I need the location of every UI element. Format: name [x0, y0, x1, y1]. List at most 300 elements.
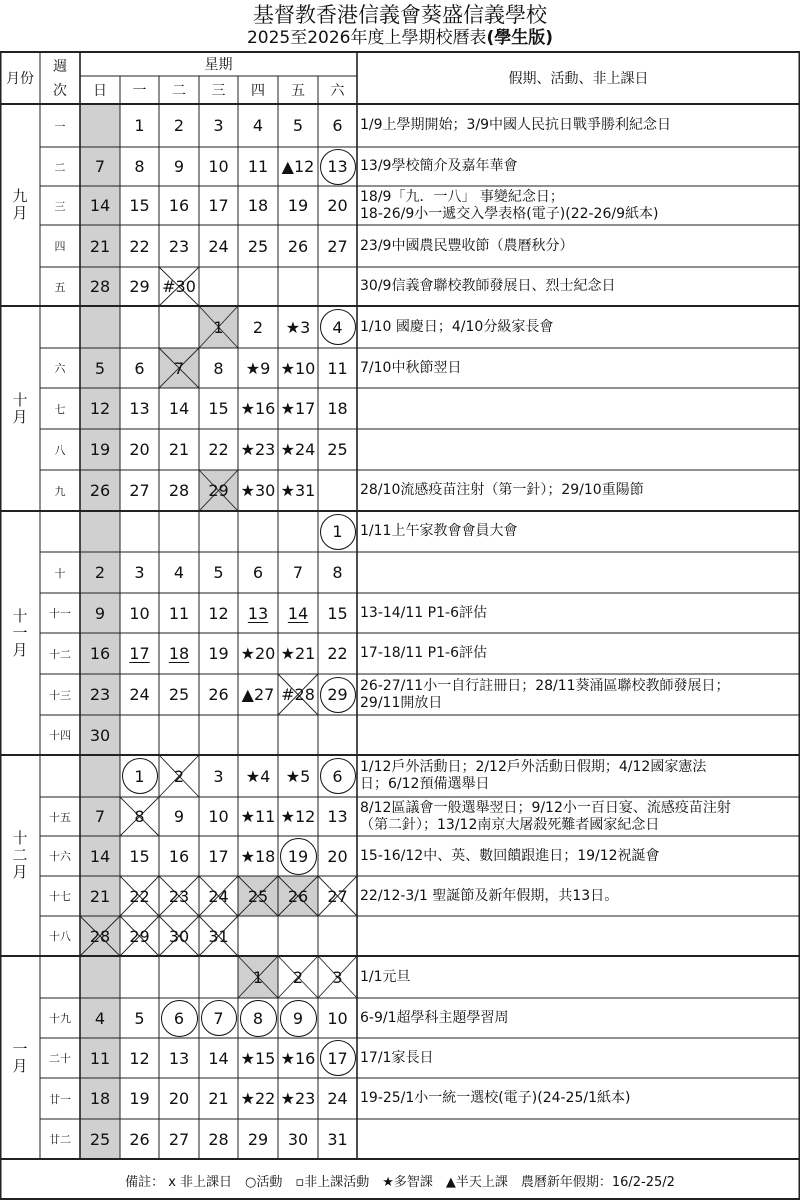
calendar-day: [199, 633, 238, 674]
day-number: 13: [247, 603, 269, 623]
day-number: 1: [122, 758, 158, 794]
week-number: [40, 956, 80, 998]
calendar-day: [120, 225, 159, 267]
calendar-day: [318, 147, 357, 186]
calendar-day: [159, 1038, 199, 1078]
day-number: 24: [208, 236, 229, 256]
day-number: 14: [208, 1048, 229, 1068]
header-mon: 一: [132, 83, 147, 99]
day-number: 8: [332, 563, 343, 582]
day-number: 10: [327, 1008, 348, 1028]
calendar-day: [80, 388, 120, 429]
week-number: 十五: [49, 810, 71, 824]
school-title: 基督教香港信義會葵盛信義學校: [253, 3, 547, 27]
week-number: 廿二: [49, 1133, 71, 1146]
day-number: 29: [247, 1129, 269, 1149]
month-label: 十月: [10, 391, 29, 426]
calendar-day: [80, 1119, 120, 1159]
day-number: 23: [89, 685, 111, 704]
week-number: 十三: [49, 688, 71, 702]
day-number: 28: [89, 277, 111, 296]
calendar-day: [278, 306, 318, 348]
header-events: 假期、活動、非上課日: [508, 71, 649, 87]
week-number: 十九: [49, 1012, 71, 1025]
calendar-day: [199, 1038, 238, 1078]
day-number: 2: [292, 967, 304, 987]
week-number: 十六: [49, 850, 71, 863]
calendar-day: [318, 552, 357, 593]
day-number: 8: [213, 358, 224, 378]
day-number: 1: [252, 967, 264, 987]
calendar-day: [238, 186, 278, 225]
day-number: 7: [201, 1000, 237, 1036]
week-number: 三: [54, 199, 66, 213]
calendar-day: [120, 916, 159, 956]
calendar-day: [199, 998, 238, 1038]
calendar-day: [199, 429, 238, 470]
calendar-day: [120, 267, 159, 306]
calendar-day: [159, 836, 199, 876]
calendar-day: [318, 998, 357, 1038]
day-number: 29: [129, 926, 150, 946]
event-text: 28/10流感疫苗注射（第一針）；29/10重陽節: [360, 482, 644, 498]
calendar-day: [80, 552, 120, 593]
day-number: 3: [134, 563, 145, 582]
calendar-day: [80, 348, 120, 388]
header-fri: 五: [291, 83, 305, 99]
calendar-day: [278, 755, 318, 797]
calendar-day: [199, 470, 238, 511]
calendar-day: [278, 1119, 318, 1159]
day-number: 21: [89, 886, 111, 906]
calendar-day: [159, 429, 199, 470]
day-number: ★20: [240, 644, 276, 663]
day-number: 2: [173, 766, 185, 786]
header-weekday: 星期: [204, 57, 233, 73]
calendar-day: [159, 674, 199, 715]
day-number: 5: [134, 1008, 145, 1028]
week-number: [40, 755, 80, 797]
calendar-day: [238, 998, 278, 1038]
day-number: 7: [292, 563, 304, 582]
calendar-day: [159, 1119, 199, 1159]
calendar-day: [199, 225, 238, 267]
calendar-day: [159, 916, 199, 956]
calendar-day: [80, 998, 120, 1038]
calendar-day: [318, 388, 357, 429]
calendar-day: [80, 674, 120, 715]
week-number: 九: [54, 484, 66, 498]
day-number: ▲12: [281, 157, 315, 176]
calendar-day: [199, 797, 238, 836]
day-number: ★23: [240, 440, 276, 459]
day-number: 12: [208, 603, 229, 623]
week-number: 十一: [49, 607, 71, 620]
legend-footer: 備註： x 非上課日 ○活動 ▫非上課活動 ★多智課 ▲半天上課 農曆新年假期：16/2-25/2: [125, 1174, 675, 1190]
day-number: 11: [327, 358, 348, 378]
day-number: 4: [320, 309, 356, 345]
day-number: 19: [280, 838, 317, 875]
day-number: 16: [89, 644, 111, 663]
day-number: 30: [168, 926, 190, 946]
day-number: 22: [129, 236, 150, 256]
day-number: 26: [287, 236, 309, 256]
day-number: ★16: [280, 1048, 316, 1068]
calendar-day: [199, 388, 238, 429]
calendar-day: [278, 797, 318, 836]
calendar-day: [120, 593, 159, 633]
calendar-day: [80, 147, 120, 186]
calendar-day: [80, 797, 120, 836]
day-number: 26: [89, 481, 111, 500]
calendar-day: [238, 225, 278, 267]
calendar-day: [199, 104, 238, 147]
day-number: 11: [247, 157, 269, 176]
day-number: 15: [208, 399, 229, 418]
event-text: 1/11上午家教會會員大會: [360, 523, 518, 539]
day-number: ★11: [240, 807, 276, 826]
header-thu: 四: [251, 83, 265, 99]
day-number: 24: [327, 1089, 348, 1108]
calendar-day: [318, 511, 357, 552]
calendar-day: [120, 470, 159, 511]
day-number: ★4: [245, 766, 271, 786]
day-number: ★22: [240, 1089, 276, 1108]
calendar-day: [318, 956, 357, 998]
day-number: 19: [89, 440, 111, 459]
day-number: 5: [292, 116, 304, 135]
calendar-day: [159, 593, 199, 633]
day-number: ★3: [285, 317, 311, 337]
calendar-day: [278, 429, 318, 470]
day-number: 21: [208, 1089, 229, 1108]
day-number: ★16: [240, 399, 276, 418]
calendar-day: [159, 348, 199, 388]
day-number: 14: [168, 399, 190, 418]
event-text: 1/9上學期開始；3/9中國人民抗日戰爭勝利紀念日: [360, 117, 672, 133]
week-number: 一: [54, 119, 66, 133]
day-number: 22: [327, 644, 348, 663]
day-number: 18: [89, 1089, 111, 1108]
day-number: 10: [208, 157, 229, 176]
calendar-day: [159, 147, 199, 186]
event-text: 13/9學校簡介及嘉年華會: [360, 158, 518, 174]
day-number: 18: [247, 196, 269, 215]
day-number: 17: [208, 196, 229, 215]
day-number: 25: [89, 1129, 111, 1149]
calendar-day: [278, 470, 318, 511]
week-number: 八: [54, 443, 66, 457]
day-number: 3: [332, 967, 343, 987]
day-number: 26: [208, 685, 229, 704]
header-tue: 二: [172, 83, 186, 99]
calendar-day: [278, 998, 318, 1038]
day-number: 16: [168, 196, 190, 215]
calendar-day: [80, 715, 120, 755]
day-number: 26: [129, 1129, 150, 1149]
calendar-day: [238, 876, 278, 916]
day-number: 6: [134, 358, 145, 378]
day-number: 6: [332, 116, 343, 135]
day-number: 25: [327, 440, 348, 459]
calendar-day: [238, 633, 278, 674]
calendar-day: [199, 593, 238, 633]
calendar-day: [318, 836, 357, 876]
calendar-day: [120, 147, 159, 186]
calendar-day: [80, 267, 120, 306]
day-number: 4: [252, 116, 264, 135]
calendar-day: [238, 593, 278, 633]
day-number: 5: [213, 563, 224, 582]
calendar-day: [238, 956, 278, 998]
calendar-day: [120, 1038, 159, 1078]
day-number: 4: [173, 563, 185, 582]
calendar-day: [318, 1038, 357, 1078]
calendar-day: [318, 348, 357, 388]
day-number: 1: [320, 514, 356, 550]
event-text: 8/12區議會一般選舉翌日；9/12小一百日宴、流感疫苗注射 （第二針）；13/12南京大屠殺死難者國家紀念日: [360, 799, 731, 833]
day-number: ★5: [285, 766, 311, 786]
calendar-day: [318, 674, 357, 715]
calendar-day: [238, 674, 278, 715]
calendar-day: [238, 104, 278, 147]
calendar-day: [120, 186, 159, 225]
week-number: [40, 306, 80, 348]
day-number: 25: [247, 236, 269, 256]
day-number: 22: [208, 440, 229, 459]
day-number: 21: [168, 440, 190, 459]
week-number: 十: [54, 566, 66, 580]
day-number: ★18: [240, 846, 276, 866]
day-number: 15: [327, 603, 348, 623]
calendar-day: [199, 755, 238, 797]
calendar-day: [278, 186, 318, 225]
calendar-day: [238, 470, 278, 511]
calendar-day: [278, 388, 318, 429]
calendar-day: [199, 916, 238, 956]
day-number: 19: [208, 644, 229, 663]
day-number: 7: [173, 358, 185, 378]
event-text: 23/9中國農民豐收節（農曆秋分）: [360, 237, 574, 254]
day-number: 2: [94, 563, 106, 582]
calendar-day: [318, 225, 357, 267]
day-number: 12: [129, 1048, 150, 1068]
calendar-day: [318, 797, 357, 836]
calendar-day: [159, 388, 199, 429]
calendar-day: [318, 876, 357, 916]
calendar-day: [278, 225, 318, 267]
day-number: 9: [94, 603, 106, 623]
day-number: 2: [173, 116, 185, 135]
day-number: 16: [168, 846, 190, 866]
day-number: 29: [129, 277, 150, 296]
calendar-day: [238, 429, 278, 470]
calendar-day: [278, 956, 318, 998]
calendar-day: [199, 147, 238, 186]
day-number: 13: [129, 399, 150, 418]
calendar-day: [120, 348, 159, 388]
calendar-day: [318, 429, 357, 470]
calendar-day: [80, 225, 120, 267]
calendar-day: [278, 876, 318, 916]
calendar-day: [278, 348, 318, 388]
calendar-day: [120, 633, 159, 674]
calendar-day: [159, 267, 199, 306]
day-number: 9: [173, 157, 185, 176]
day-number: 30: [287, 1129, 309, 1149]
day-number: 18: [168, 644, 190, 663]
day-number: 29: [208, 481, 229, 500]
month-label: 九月: [10, 188, 29, 222]
calendar-day: [238, 755, 278, 797]
calendar-day: [318, 593, 357, 633]
calendar-day: [80, 876, 120, 916]
day-number: ★15: [240, 1048, 276, 1068]
calendar-day: [120, 876, 159, 916]
day-number: 29: [320, 677, 356, 713]
event-text: 30/9信義會聯校教師發展日、烈士紀念日: [360, 278, 616, 294]
calendar-day: [159, 470, 199, 511]
day-number: 3: [213, 766, 224, 786]
day-number: 8: [134, 807, 145, 826]
day-number: 15: [129, 196, 150, 215]
day-number: 7: [94, 157, 106, 176]
day-number: 10: [208, 807, 229, 826]
day-number: 27: [168, 1129, 190, 1149]
day-number: 20: [327, 196, 348, 215]
day-number: 7: [94, 807, 106, 826]
month-label: 十二月: [10, 830, 29, 881]
day-number: ★30: [240, 481, 276, 500]
event-text: 17/1家長日: [360, 1049, 434, 1066]
day-number: 22: [129, 886, 150, 906]
day-number: 14: [89, 846, 111, 866]
day-number: 9: [173, 807, 185, 826]
event-text: 17-18/11 P1-6評估: [360, 645, 487, 661]
calendar-day: [80, 916, 120, 956]
calendar-day: [159, 755, 199, 797]
day-number: 1: [213, 317, 224, 337]
calendar-day: [278, 104, 318, 147]
day-number: 8: [134, 157, 145, 176]
calendar-day: [199, 674, 238, 715]
calendar-day: [120, 552, 159, 593]
event-text: 13-14/11 P1-6評估: [360, 604, 487, 621]
calendar-day: [318, 186, 357, 225]
calendar-day: [159, 104, 199, 147]
day-number: 6: [252, 563, 264, 582]
header-sat: 六: [330, 83, 345, 99]
calendar-day: [278, 836, 318, 876]
day-number: ★9: [245, 358, 271, 378]
week-number: 十二: [49, 647, 71, 661]
calendar-day: [238, 306, 278, 348]
event-text: 19-25/1小一統一選校(電子)(24-25/1紙本): [360, 1090, 631, 1106]
week-number: 四: [54, 240, 66, 253]
day-number: 20: [129, 440, 150, 459]
calendar-day: [159, 998, 199, 1038]
day-number: ★23: [280, 1089, 316, 1108]
subtitle-text: 2025至2026年度上學期校曆表: [246, 28, 487, 48]
week-number: 廿一: [49, 1092, 71, 1106]
calendar-day: [199, 876, 238, 916]
calendar-day: [199, 1078, 238, 1119]
calendar-day: [278, 552, 318, 593]
day-number: 15: [129, 846, 150, 866]
calendar-day: [159, 1078, 199, 1119]
day-number: 2: [252, 317, 264, 337]
event-text: 1/10 國慶日；4/10分級家長會: [360, 318, 554, 335]
calendar-day: [199, 186, 238, 225]
calendar-day: [159, 797, 199, 836]
day-number: 13: [168, 1048, 190, 1068]
day-number: 17: [129, 644, 150, 663]
calendar-day: [278, 633, 318, 674]
day-number: 10: [129, 603, 150, 623]
day-number: 14: [89, 196, 111, 215]
day-number: 25: [168, 685, 190, 704]
day-number: 25: [247, 886, 269, 906]
calendar-day: [159, 552, 199, 593]
day-number: 13: [327, 807, 348, 826]
day-number: #30: [162, 277, 196, 296]
calendar-day: [238, 797, 278, 836]
calendar-day: [120, 1078, 159, 1119]
day-number: 13: [320, 149, 356, 185]
week-number: 五: [54, 280, 66, 294]
month-label: 十一月: [10, 607, 29, 659]
calendar-day: [159, 633, 199, 674]
calendar-day: [318, 1078, 357, 1119]
day-number: 24: [208, 886, 229, 906]
week-number: [40, 511, 80, 552]
day-number: 27: [129, 481, 150, 500]
calendar-day: [80, 470, 120, 511]
calendar-day: [120, 1119, 159, 1159]
day-number: 20: [168, 1089, 190, 1108]
day-number: 21: [89, 236, 111, 256]
calendar-day: [120, 797, 159, 836]
header-wed: 三: [211, 83, 226, 99]
day-number: 23: [168, 886, 190, 906]
calendar-day: [120, 755, 159, 797]
week-number: 十八: [49, 930, 71, 943]
event-text: 1/12戶外活動日；2/12戶外活動日假期；4/12國家憲法 日；6/12預備選舉日: [360, 759, 707, 792]
calendar-day: [159, 186, 199, 225]
day-number: 5: [94, 358, 106, 378]
event-text: 6-9/1超學科主題學習周: [360, 1009, 509, 1026]
calendar-day: [80, 593, 120, 633]
calendar-day: [120, 674, 159, 715]
day-number: 17: [320, 1040, 356, 1076]
calendar-day: [159, 876, 199, 916]
calendar-day: [120, 104, 159, 147]
day-number: 1: [134, 116, 145, 135]
day-number: ★24: [280, 440, 316, 459]
week-number: 二十: [49, 1052, 71, 1065]
day-number: 9: [280, 1000, 317, 1037]
day-number: ★17: [280, 399, 316, 418]
day-number: ▲27: [241, 685, 275, 704]
day-number: 17: [208, 846, 229, 866]
calendar-day: [278, 147, 318, 186]
day-number: 27: [327, 236, 348, 256]
calendar-day: [318, 755, 357, 797]
event-text: 18/9「九．一八」 事變紀念日； 18-26/9小一遞交入學表格(電子)(22-26/9紙本): [360, 188, 659, 222]
calendar-day: [199, 1119, 238, 1159]
calendar-day: [120, 998, 159, 1038]
calendar-day: [238, 147, 278, 186]
